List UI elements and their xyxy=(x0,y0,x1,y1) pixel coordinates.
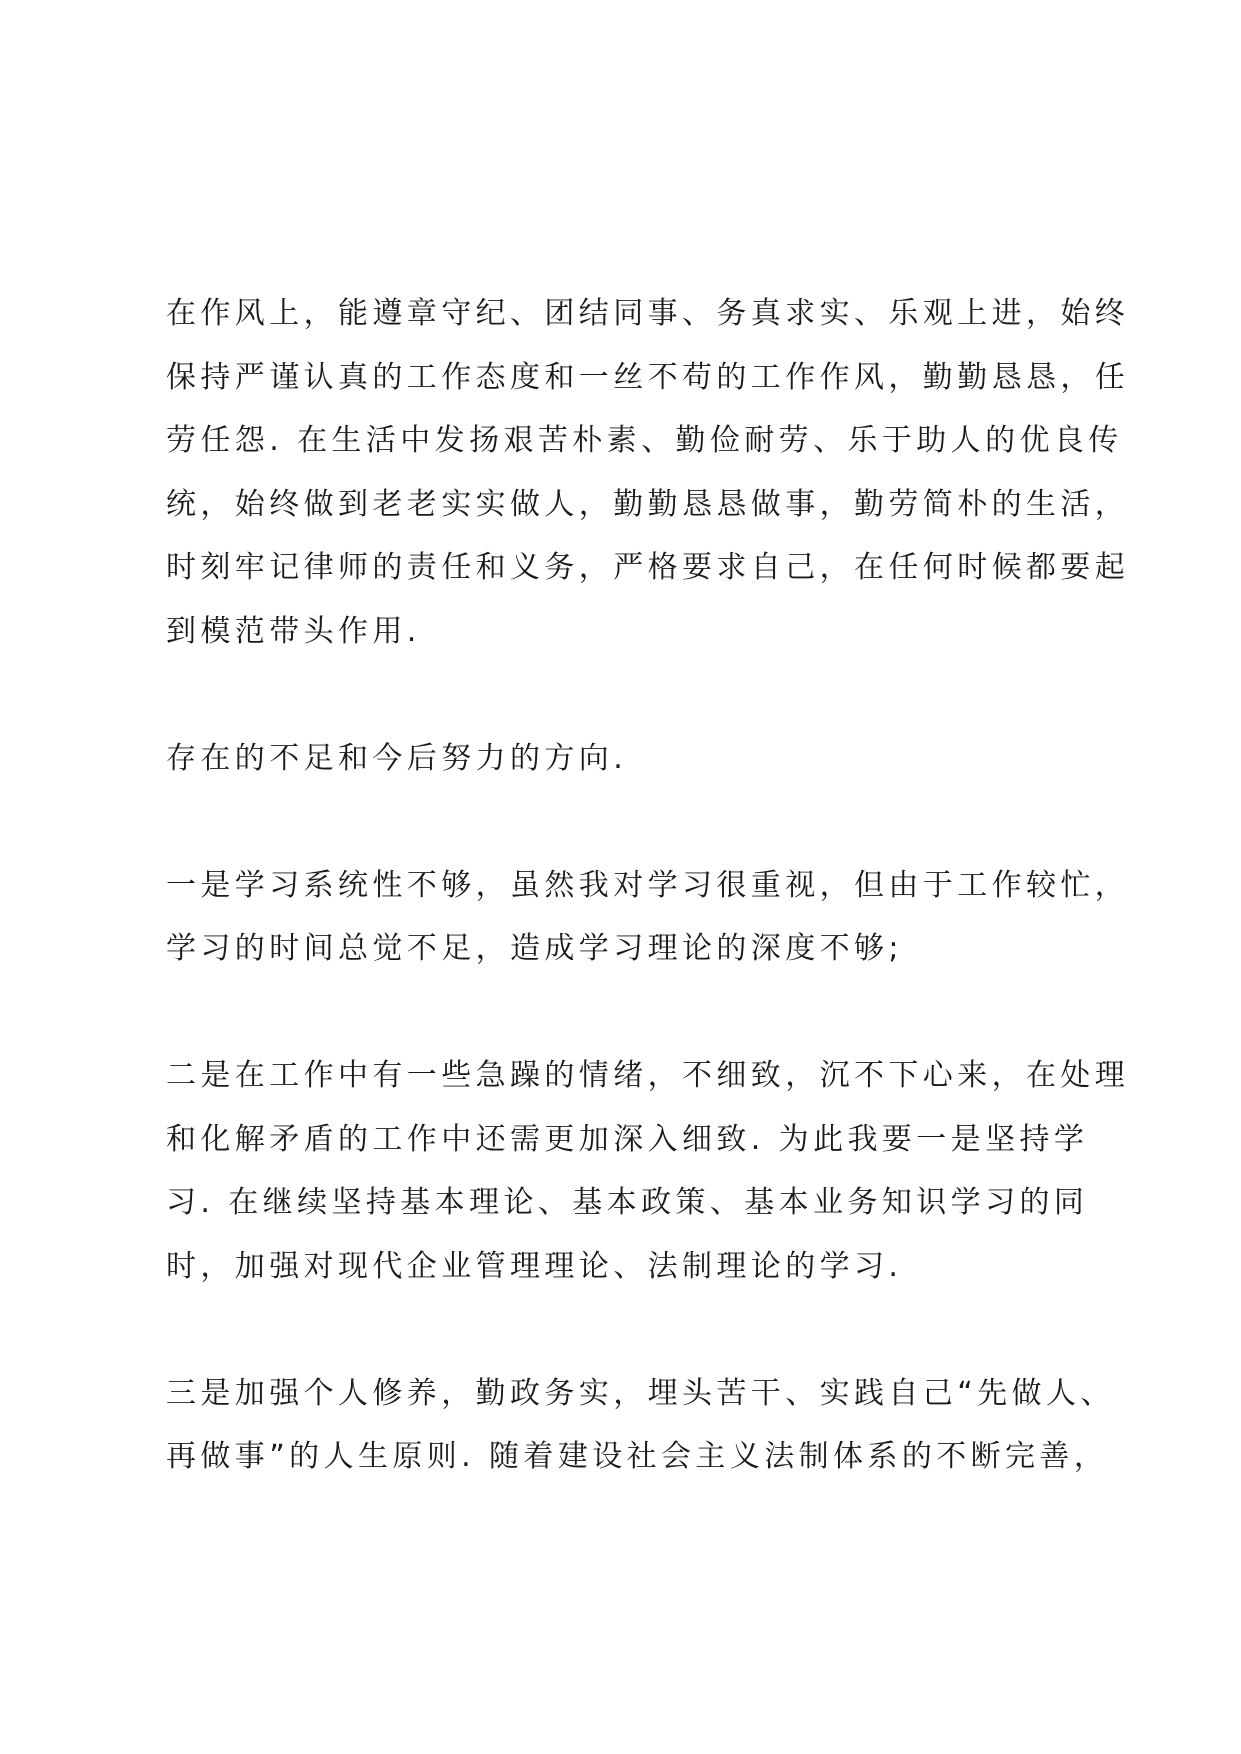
text-line: 三是加强个人修养，勤政务实，埋头苦干、实践自己“先做人、 xyxy=(166,1375,1115,1411)
text-line: 和化解矛盾的工作中还需更加深入细致. 为此我要一是坚持学 xyxy=(166,1121,1089,1157)
text-line: 时，加强对现代企业管理理论、法制理论的学习. xyxy=(166,1248,903,1284)
paragraph-point-three xyxy=(166,1362,1115,1489)
text-line: 再做事”的人生原则. 随着建设社会主义法制体系的不断完善， xyxy=(166,1439,1109,1474)
paragraph-point-one xyxy=(166,854,1130,981)
text-line: 时刻牢记律师的责任和义务，严格要求自己，在任何时候都要起 xyxy=(166,550,1130,585)
text-line: 劳任怨. 在生活中发扬艰苦朴素、勤俭耐劳、乐于助人的优良传 xyxy=(166,423,1123,458)
text-line: 统，始终做到老老实实做人，勤勤恳恳做事，勤劳简朴的生活， xyxy=(166,486,1130,522)
paragraph-conduct xyxy=(166,282,1130,663)
paragraph-gap xyxy=(166,1298,1096,1362)
text-line: 保持严谨认真的工作态度和一丝不苟的工作作风，勤勤恳恳，任 xyxy=(166,359,1130,395)
text-line: 习. 在继续坚持基本理论、基本政策、基本业务知识学习的同 xyxy=(166,1185,1089,1220)
paragraph-gap xyxy=(166,981,1096,1045)
paragraph-point-two xyxy=(166,1044,1130,1298)
section-heading: 存在的不足和今后努力的方向. xyxy=(166,740,628,776)
text-line: 在作风上，能遵章守纪、团结同事、务真求实、乐观上进，始终 xyxy=(166,296,1130,331)
paragraph-gap xyxy=(166,790,1096,854)
text-line: 一是学习系统性不够，虽然我对学习很重视，但由于工作较忙， xyxy=(166,867,1130,903)
document-body xyxy=(166,282,1130,1489)
paragraph-shortcomings-heading xyxy=(166,727,1096,791)
paragraph-gap xyxy=(166,663,1096,727)
text-line: 到模范带头作用. xyxy=(166,613,421,649)
text-line: 二是在工作中有一些急躁的情绪，不细致，沉不下心来，在处理 xyxy=(166,1058,1130,1093)
text-line: 学习的时间总觉不足，造成学习理论的深度不够; xyxy=(166,931,903,966)
